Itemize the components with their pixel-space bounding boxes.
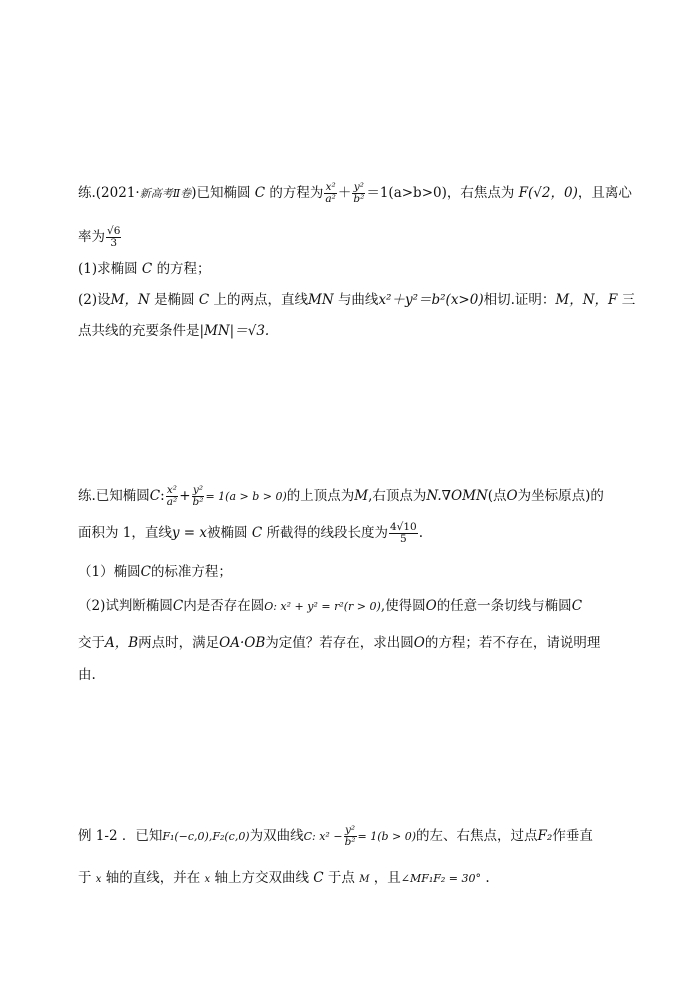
text: 轴的直线，并在: [105, 870, 201, 886]
text: 为双曲线: [249, 828, 304, 844]
p2-line1: 练.已知椭圆C: $\frac{\text{x²}}{\text{a²}}$ + $\frac{\text{y²}}{\text{b²}}$ = 1(a > b > 0)的上顶点为M,右顶点为N.∇OMN(点O为坐标原点)的: [78, 484, 604, 508]
var: C: [198, 292, 210, 308]
text: (点: [487, 488, 507, 504]
var: C: [251, 525, 263, 541]
text: (2)设: [78, 292, 111, 308]
text: 的方程为: [269, 185, 324, 201]
num: x²: [325, 181, 336, 193]
condition: |MN|＝√3.: [199, 323, 270, 339]
p2-line2: 面积为 1，直线y = x被椭圆 C 所截得的线段长度为 $\frac{4√10}{5}$ .: [78, 521, 423, 545]
num: y²: [192, 484, 204, 496]
p2-part2-line2: [78, 633, 600, 653]
text: 于: [78, 870, 92, 886]
den: a²: [166, 496, 178, 508]
num: y²: [344, 824, 356, 836]
fraction: [192, 485, 205, 508]
text: 交于: [78, 635, 105, 651]
text: （2)试判断椭圆: [78, 598, 173, 614]
den: b²: [353, 193, 365, 205]
text: ,右顶点为: [368, 488, 427, 504]
p1-part2-line2: [78, 321, 269, 341]
text: 内是否存在圆: [183, 598, 265, 614]
den: 5: [389, 533, 418, 545]
source-label: 新高考Ⅱ卷: [139, 187, 192, 200]
var: A，B: [105, 635, 139, 651]
var: M，N，F: [555, 292, 618, 308]
fraction: [352, 182, 365, 205]
p1-line1: 练.(2021·新高考Ⅱ卷)已知椭圆 C 的方程为 $\frac{\text{x²}}{\text{a²}}$ ＋ $\frac{\text{y²}}{\text{b²}}$ ＝1(a>b>0)，右焦点为 F(√2，0)，且离心: [78, 181, 632, 205]
text: (1)求椭圆: [78, 261, 138, 277]
equation: ＝1(a>b>0): [366, 185, 447, 201]
text: ，且: [373, 870, 401, 886]
den: b²: [344, 836, 356, 848]
text: 的方程；: [156, 261, 211, 277]
point: F₂: [537, 828, 553, 844]
text: 的方程；若不存在，请说明理: [424, 635, 601, 651]
triangle: N.∇OMN: [426, 488, 488, 504]
fraction: [166, 485, 178, 508]
text: 面积为 1，直线: [78, 525, 172, 541]
var: C: [172, 598, 184, 614]
focus: F(√2，0): [518, 185, 578, 201]
fraction: [106, 226, 121, 249]
text: 是椭圆: [154, 292, 195, 308]
num: √6: [107, 225, 121, 237]
p1-part2: [78, 290, 635, 310]
fraction: [324, 182, 336, 205]
text: ,使得圆: [380, 598, 426, 614]
text: 点共线的充要条件是: [78, 323, 200, 339]
text: 轴上方交双曲线: [214, 870, 309, 886]
text: ，右焦点为: [446, 185, 515, 201]
var: O: [506, 488, 518, 504]
den: b²: [192, 496, 204, 508]
var: x: [95, 874, 102, 885]
text: 的左、右焦点，过点: [416, 828, 538, 844]
var: M，N: [110, 292, 150, 308]
circle-equation: O: x² + y² = r²(r > 0): [264, 600, 381, 613]
text: 被椭圆: [207, 525, 248, 541]
text: 例 1-2 ．已知: [78, 828, 163, 844]
var: x: [204, 874, 211, 885]
text: .: [485, 870, 490, 886]
var: C: [140, 564, 151, 580]
text: 的任意一条切线与椭圆: [436, 598, 572, 614]
text: 的上顶点为: [286, 488, 355, 504]
var: C: [313, 870, 324, 886]
text: 的标准方程；: [150, 564, 232, 580]
p1-line2: [78, 226, 122, 249]
text: 作垂直: [552, 828, 593, 844]
p2-part1: [78, 562, 232, 582]
fraction: [344, 825, 357, 848]
var: C: [149, 488, 161, 504]
hyperbola-equation: C: x² −: [303, 830, 343, 843]
var: C: [141, 261, 153, 277]
den: a²: [325, 193, 336, 205]
ex-line2: [78, 868, 490, 890]
text: 为坐标原点)的: [517, 488, 604, 504]
curve-equation: x²＋y²＝b²(x>0): [378, 292, 484, 308]
text: 相切.证明：: [483, 292, 556, 308]
text: （1）椭圆: [78, 564, 141, 580]
text: )已知椭圆: [191, 185, 251, 201]
text: 由.: [78, 667, 96, 683]
dot-product: OA·OB: [219, 635, 266, 651]
p2-part2-line3: [78, 665, 96, 685]
var: C: [254, 185, 266, 201]
den: 3: [106, 237, 121, 249]
var: MN: [308, 292, 334, 308]
var: M: [354, 488, 369, 504]
p1-part1: [78, 259, 211, 279]
equation: = 1(a > b > 0): [205, 490, 287, 503]
text: 与曲线: [337, 292, 379, 308]
p2-part2: [78, 596, 582, 617]
var: C: [571, 598, 583, 614]
fraction: [389, 522, 418, 545]
var: O: [413, 635, 425, 651]
num: x²: [166, 484, 178, 496]
num: y²: [353, 181, 364, 193]
ex-line1: [78, 825, 593, 848]
text: 上的两点，直线: [213, 292, 308, 308]
text: 于点: [327, 870, 355, 886]
text: ，且离心: [577, 185, 632, 201]
text: 两点时，满足: [138, 635, 220, 651]
var: O: [425, 598, 437, 614]
num: 4√10: [389, 521, 417, 533]
text: 练.已知椭圆: [78, 488, 150, 504]
text: 练.(2021·: [78, 185, 140, 201]
line-equation: y = x: [171, 525, 208, 541]
foci: F₁(−c,0),F₂(c,0): [162, 830, 250, 843]
equation: = 1(b > 0): [357, 830, 417, 843]
text: 所截得的线段长度为: [266, 525, 388, 541]
text: 为定值？若存在，求出圆: [265, 635, 414, 651]
text: 三: [621, 292, 636, 308]
var: M: [359, 874, 370, 885]
text: 率为: [78, 229, 105, 245]
angle: ∠MF₁F₂ = 30°: [400, 872, 482, 885]
